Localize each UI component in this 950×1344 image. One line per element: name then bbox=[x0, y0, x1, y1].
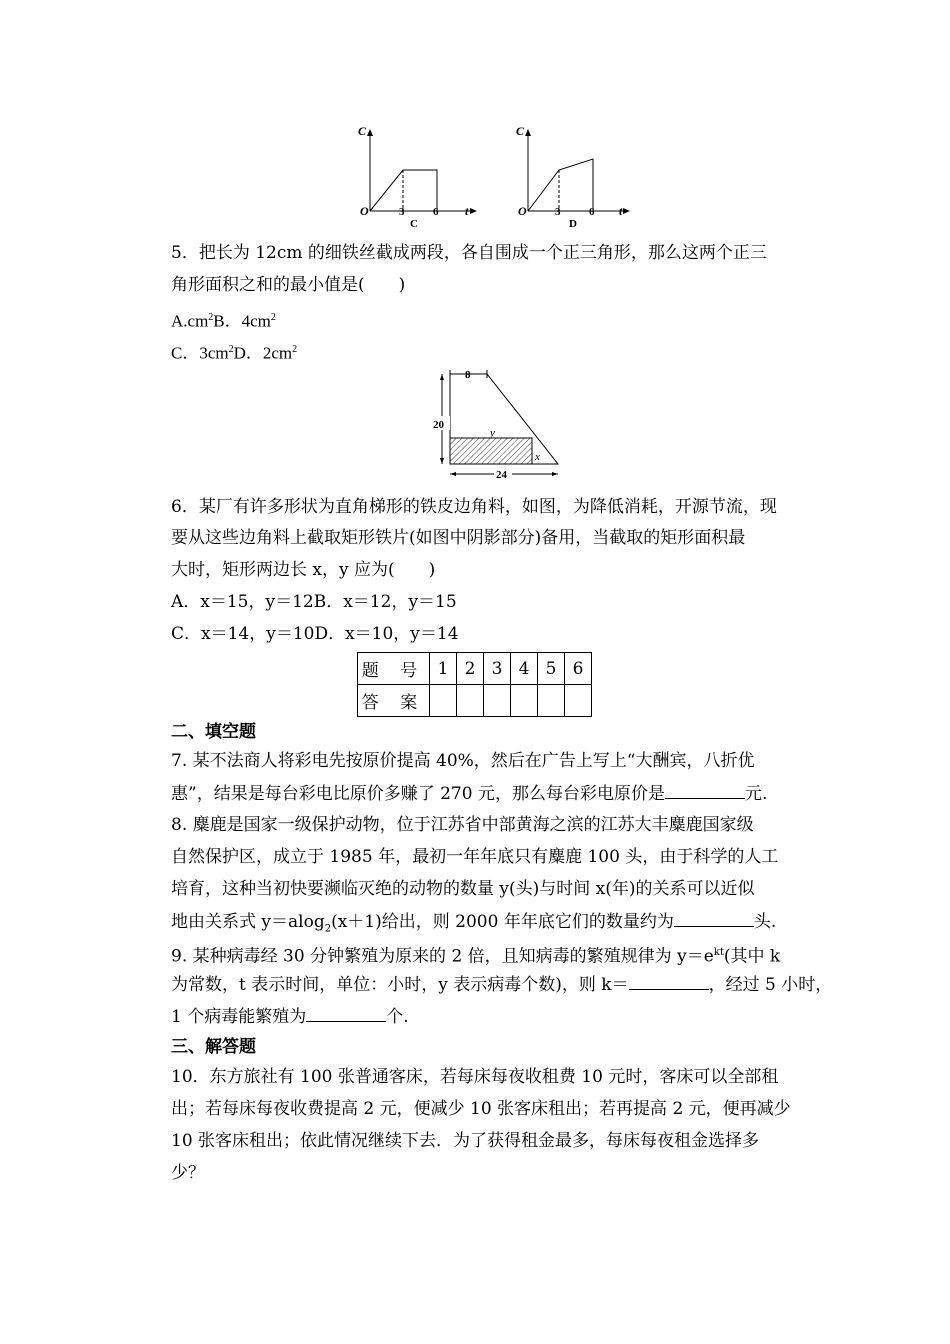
y-axis-label: C bbox=[516, 124, 525, 138]
table-num-6: 6 bbox=[565, 653, 592, 685]
q6-options-ab: A．x＝15，y＝12B．x＝12，y＝15 bbox=[171, 592, 457, 612]
q6-options-cd: C．x＝14，y＝10D．x＝10，y＝14 bbox=[171, 624, 459, 644]
q6-line2: 要从这些边角料上截取矩形铁片(如图中阴影部分)备用，当截取的矩形面积最 bbox=[171, 528, 746, 548]
graph-c bbox=[355, 123, 480, 228]
q5-options-ab: $A.cm^2B$．$4cm^2$ bbox=[171, 311, 276, 331]
table-num-1: 1 bbox=[430, 653, 457, 685]
tick-6: 6 bbox=[589, 206, 595, 218]
q9-line3: 1 个病毒能繁殖为 个. bbox=[171, 1007, 409, 1027]
y-axis-label: C bbox=[358, 124, 367, 138]
answer-cell-4[interactable] bbox=[511, 685, 538, 717]
graph-d bbox=[513, 123, 638, 228]
q5-line1: 5．把长为 12cm 的细铁丝截成两段，各自围成一个正三角形，那么这两个正三 bbox=[171, 243, 767, 263]
answer-cell-6[interactable] bbox=[565, 685, 592, 717]
tick-6: 6 bbox=[433, 206, 439, 218]
q5-options-cd: C．$3cm^2D$．$2cm^2$ bbox=[171, 343, 298, 363]
table-header-answer: 答 案 bbox=[358, 685, 430, 717]
q6-line3: 大时，矩形两边长 x，y 应为( ) bbox=[171, 560, 436, 580]
origin-label: O bbox=[360, 204, 369, 218]
bottom-dim: 24 bbox=[496, 469, 507, 481]
table-header-number: 题 号 bbox=[358, 653, 430, 685]
q8-line4: 地由关系式 y＝alog$_2$(x＋1)给出，则 2000 年年底它们的数量约为 头. bbox=[171, 912, 777, 935]
left-dim: 20 bbox=[433, 419, 444, 431]
q6-line1: 6．某厂有许多形状为直角梯形的铁皮边角料，如图，为降低消耗，开源节流，现 bbox=[171, 497, 777, 517]
q8-line1: 8. 麋鹿是国家一级保护动物，位于江苏省中部黄海之滨的江苏大丰麋鹿国家级 bbox=[171, 815, 754, 835]
x-axis-label: t bbox=[619, 204, 623, 218]
q7-line1: 7. 某不法商人将彩电先按原价提高 40%，然后在广告上写上“大酬宾，八折优 bbox=[171, 751, 755, 771]
q7-line2: 惠”，结果是每台彩电比原价多赚了 270 元，那么每台彩电原价是 元. bbox=[171, 784, 768, 804]
section-fill-in: 二、填空题 bbox=[171, 722, 256, 742]
graph-label: C bbox=[410, 218, 418, 228]
origin-label: O bbox=[518, 204, 527, 218]
q10-line1: 10．东方旅社有 100 张普通客床，若每床每夜收租费 10 元时，客床可以全部租 bbox=[171, 1067, 779, 1087]
tick-3: 3 bbox=[555, 206, 561, 218]
section-solutions: 三、解答题 bbox=[171, 1037, 256, 1057]
x-label: x bbox=[535, 451, 540, 463]
q9-line2: 为常数，t 表示时间，单位：小时，y 表示病毒个数)，则 k＝ ，经过 5 小时， bbox=[171, 975, 833, 995]
table-num-3: 3 bbox=[484, 653, 511, 685]
answer-cell-2[interactable] bbox=[457, 685, 484, 717]
q10-line3: 10 张客床租出；依此情况继续下去．为了获得租金最多，每床每夜租金选择多 bbox=[171, 1131, 760, 1151]
q10-line2: 出；若每床每夜收费提高 2 元，便减少 10 张客床租出；若再提高 2 元，便再减少 bbox=[171, 1099, 791, 1119]
trapezoid-figure bbox=[432, 366, 562, 484]
top-dim: 8 bbox=[465, 369, 471, 381]
table-num-4: 4 bbox=[511, 653, 538, 685]
q5-line2: 角形面积之和的最小值是( ) bbox=[171, 275, 406, 295]
x-axis-label: t bbox=[465, 204, 469, 218]
tick-3: 3 bbox=[399, 206, 405, 218]
graph-label: D bbox=[569, 218, 577, 228]
answer-cell-1[interactable] bbox=[430, 685, 457, 717]
table-num-5: 5 bbox=[538, 653, 565, 685]
q8-line2: 自然保护区，成立于 1985 年，最初一年年底只有麋鹿 100 头，由于科学的人工 bbox=[171, 847, 779, 867]
q9-line1: 9. 某种病毒经 30 分钟繁殖为原来的 2 倍，且知病毒的繁殖规律为 $y=e^{kt}$(其中 k bbox=[171, 946, 781, 967]
q10-line4: 少？ bbox=[171, 1163, 205, 1183]
q8-blank[interactable] bbox=[674, 911, 754, 927]
q7-blank[interactable] bbox=[665, 783, 745, 799]
table-num-2: 2 bbox=[457, 653, 484, 685]
answer-table bbox=[357, 652, 592, 717]
answer-cell-5[interactable] bbox=[538, 685, 565, 717]
answer-cell-3[interactable] bbox=[484, 685, 511, 717]
q9-blank-k[interactable] bbox=[629, 974, 709, 990]
q9-blank-count[interactable] bbox=[306, 1006, 386, 1022]
y-label: y bbox=[490, 427, 495, 439]
q8-line3: 培育，这种当初快要濒临灭绝的动物的数量 y(头)与时间 x(年)的关系可以近似 bbox=[171, 879, 755, 899]
